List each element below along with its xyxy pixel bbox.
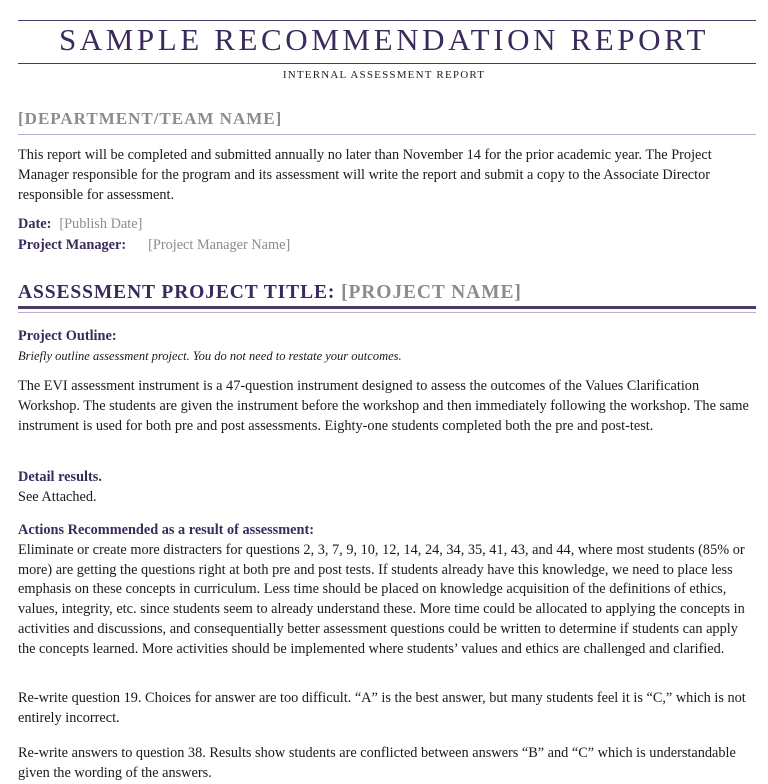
project-outline-section — [18, 327, 754, 367]
detail-results-section — [18, 468, 754, 508]
date-label: Date: — [18, 216, 52, 232]
project-manager-row — [18, 236, 754, 257]
project-title-heading — [18, 281, 522, 305]
header-top-rule — [18, 20, 756, 21]
department-rule — [18, 134, 756, 135]
project-manager-value: [Project Manager Name] — [148, 237, 291, 253]
project-rule-thick — [18, 306, 756, 309]
actions-body: Eliminate or create more distracters for questions 2, 3, 7, 9, 10, 12, 14, 24, 34, 35, 41, 43, and 44, where most students (85% or more) are getting the questions right at both pre and post tests. If students already have this knowledge, we need to place less emphasis on these concepts in curriculum. Less time should be placed on knowledge acquisition of the definitions of ethics, values, integrity, etc. since students seem to already understand these. More time could be allocated to applying the concepts in activities and discussions, and consequentially better assessment questions could be written to determine if students can apply the concepts learned. More activities should be implemented where students’ values and ethics are challenged and clarified. — [18, 541, 745, 657]
actions-label: Actions Recommended as a result of assessment: — [18, 522, 314, 538]
detail-results-body: See Attached. — [18, 488, 97, 505]
project-title-value: [PROJECT NAME] — [341, 282, 522, 303]
project-outline-note: Briefly outline assessment project. You do not need to restate your outcomes. — [18, 348, 402, 363]
project-manager-label: Project Manager: — [18, 237, 127, 253]
detail-results-label: Detail results. — [18, 469, 102, 485]
report-subtitle: INTERNAL ASSESSMENT REPORT — [282, 69, 486, 81]
rewrite-question-38: Re-write answers to question 38. Results show students are conflicted between answers “B” and “C” which is understandable given the wording of the answers. — [18, 745, 736, 781]
project-outline-label: Project Outline: — [18, 328, 117, 344]
report-meta — [18, 215, 754, 257]
rewrite-question-19: Re-write question 19. Choices for answer are too difficult. “A” is the best answer, but many students feel it is “C,” which is not entirely incorrect. — [18, 690, 746, 726]
date-value: [Publish Date] — [59, 216, 143, 232]
actions-section — [18, 521, 754, 660]
intro-paragraph: This report will be completed and submitted annually no later than November 14 for the prior academic year. The Project Manager responsible for the program and its assessment will write the report and submit a copy to the Associate Director responsible for assessment. — [18, 147, 712, 203]
date-row — [18, 215, 754, 236]
header-bottom-rule — [18, 63, 756, 64]
department-heading: [DEPARTMENT/TEAM NAME] — [18, 109, 283, 128]
project-rule-thin — [18, 312, 756, 313]
report-title: SAMPLE RECOMMENDATION REPORT — [58, 22, 710, 57]
project-title-label: ASSESSMENT PROJECT TITLE: — [18, 282, 336, 303]
project-outline-body: The EVI assessment instrument is a 47-question instrument designed to assess the outcomes of the Values Clarification Workshop. The students are given the instrument before the workshop and then immediately following the workshop. The same instrument is used for both pre and post assessments. Eighty-one students completed both the pre and post-test. — [18, 378, 749, 434]
